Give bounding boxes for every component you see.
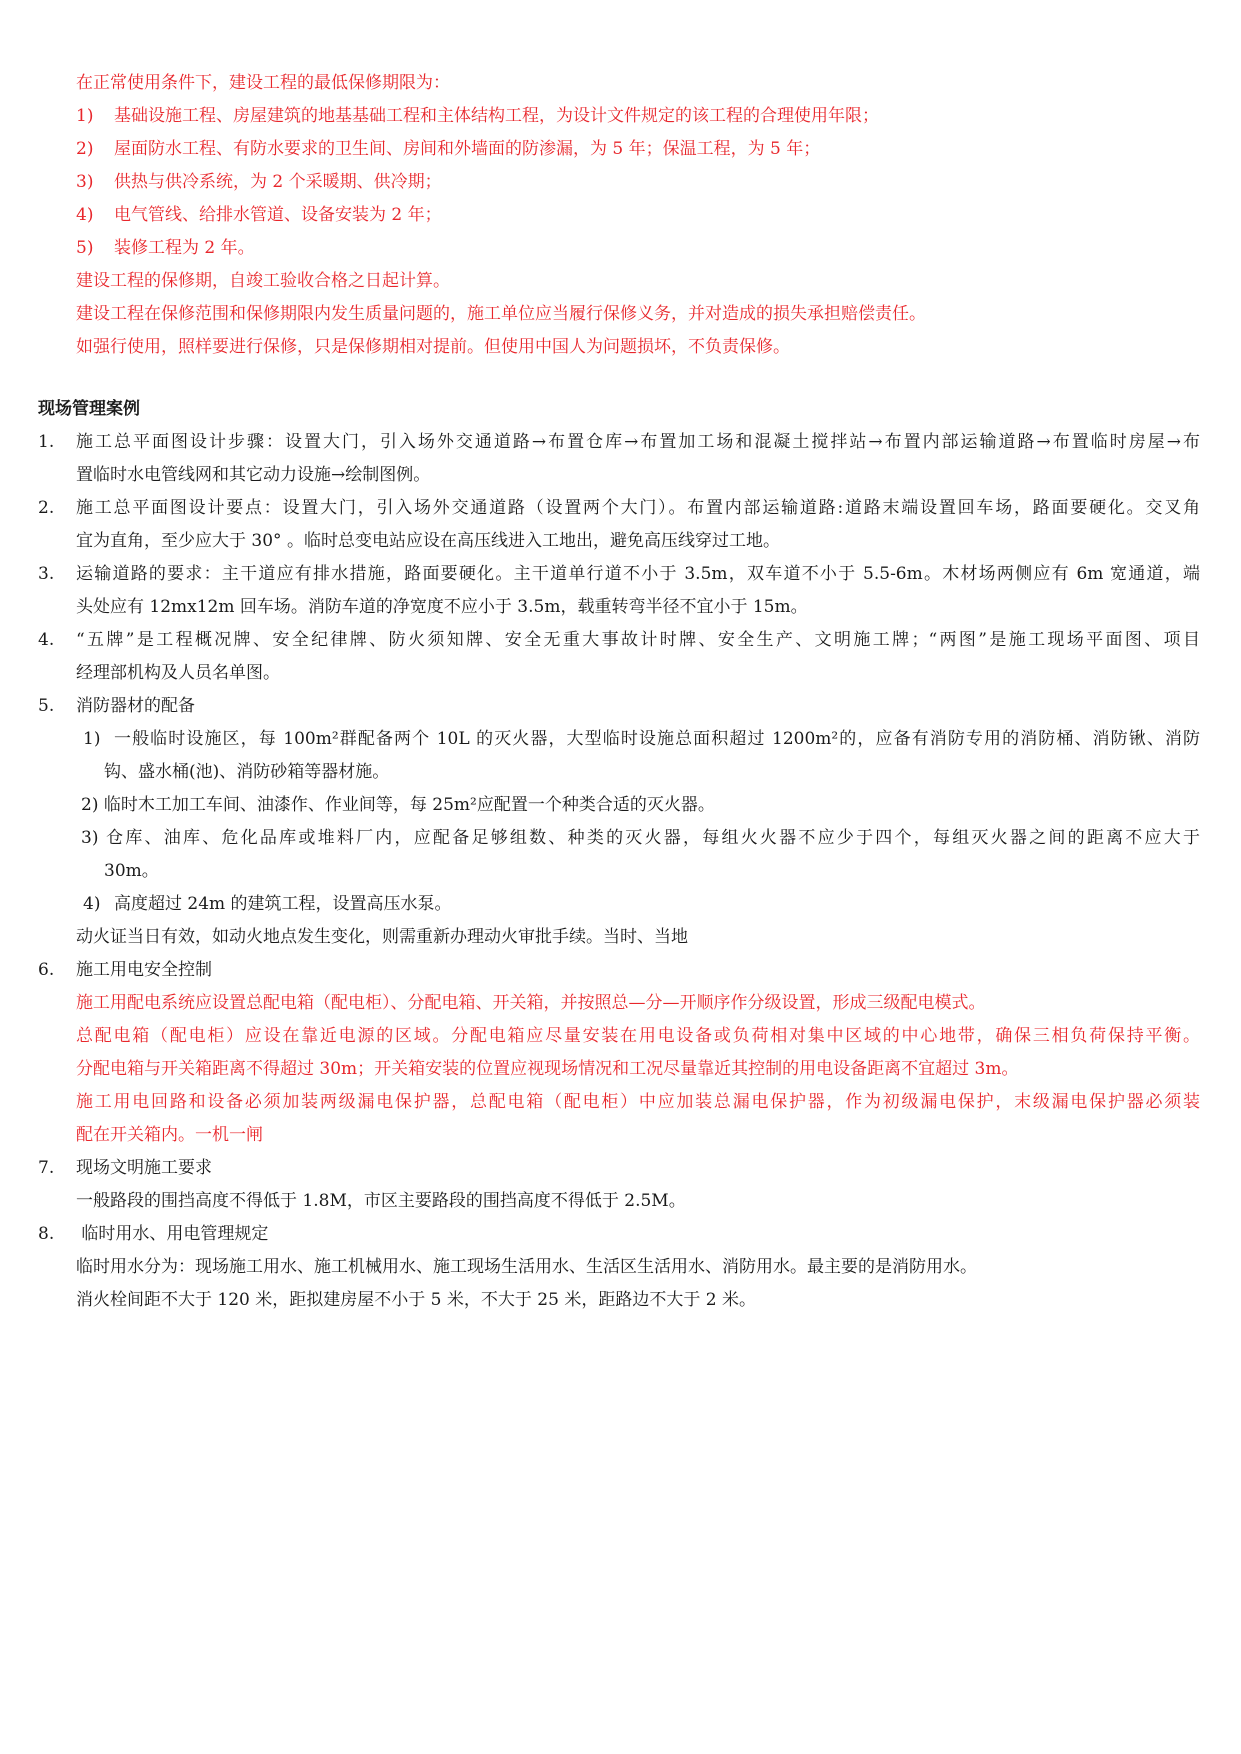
list-item-text: 一般路段的围挡高度不得低于 1.8M，市区主要路段的围挡高度不得低于 2.5M。 [76, 1191, 686, 1211]
list-item-text: 置临时水电管线网和其它动力设施→绘制图例。 [76, 465, 431, 485]
warranty-item-text: 屋面防水工程、有防水要求的卫生间、房间和外墙面的防渗漏，为 5 年；保温工程，为 5 年； [114, 139, 821, 159]
list-number: 6. [38, 960, 55, 980]
sub-item-text: 2) 临时木工加工车间、油漆作、作业间等，每 25m²应配置一个种类合适的灭火器。 [81, 795, 715, 815]
list-item-text: 头处应有 12mx12m 回车场。消防车道的净宽度不应小于 3.5m，载重转弯半径不宜小于 15m。 [76, 597, 808, 617]
list-item-title: 消防器材的配备 [76, 696, 195, 716]
warranty-note: 建设工程的保修期，自竣工验收合格之日起计算。 [76, 271, 450, 291]
warranty-item-num: 3) [76, 172, 94, 192]
list-item-text: 宜为直角，至少应大于 30° 。临时总变电站应设在高压线进入工地出，避免高压线穿过工地。 [76, 531, 780, 551]
list-item-text: 施工总平面图设计步骤：设置大门，引入场外交通道路→布置仓库→布置加工场和混凝土搅拌站→布置内部运输道路→布置临时房屋→布 [76, 432, 1200, 452]
warranty-item-text: 基础设施工程、房屋建筑的地基基础工程和主体结构工程，为设计文件规定的该工程的合理使用年限； [114, 106, 879, 126]
list-number: 4. [38, 630, 55, 650]
warranty-item-num: 5) [76, 238, 94, 258]
list-number: 5. [38, 696, 55, 716]
warranty-item-text: 供热与供冷系统，为 2 个采暖期、供冷期； [114, 172, 442, 192]
list-item-text: 施工总平面图设计要点：设置大门，引入场外交通道路（设置两个大门）。布置内部运输道路:道路末端设置回车场，路面要硬化。交叉角 [76, 498, 1200, 518]
list-number: 8. [38, 1224, 55, 1244]
warranty-item-num: 4) [76, 205, 94, 225]
warranty-item-text: 装修工程为 2 年。 [114, 238, 255, 258]
list-number: 2. [38, 498, 55, 518]
electric-rule: 施工用电回路和设备必须加装两级漏电保护器，总配电箱（配电柜）中应加装总漏电保护器，作为初级漏电保护，末级漏电保护器必须装 [76, 1092, 1200, 1112]
list-item-title: 施工用电安全控制 [76, 960, 212, 980]
list-item-text: 经理部机构及人员名单图。 [76, 663, 280, 683]
list-item-title: 现场文明施工要求 [76, 1158, 212, 1178]
electric-rule: 总配电箱（配电柜）应设在靠近电源的区域。分配电箱应尽量安装在用电设备或负荷相对集中区域的中心地带，确保三相负荷保持平衡。 [76, 1026, 1200, 1046]
sub-item-text: 30m。 [104, 861, 159, 881]
list-number: 3. [38, 564, 55, 584]
sub-item-text: 钩、盛水桶(池)、消防砂箱等器材施。 [104, 762, 390, 782]
list-number: 7. [38, 1158, 55, 1178]
note-text: 动火证当日有效，如动火地点发生变化，则需重新办理动火审批手续。当时、当地 [76, 927, 688, 947]
electric-rule: 施工用配电系统应设置总配电箱（配电柜）、分配电箱、开关箱，并按照总—分—开顺序作分级设置，形成三级配电模式。 [76, 993, 986, 1013]
warranty-note: 如强行使用，照样要进行保修，只是保修期相对提前。但使用中国人为问题损坏，不负责保修。 [76, 337, 790, 357]
list-item-title: 临时用水、用电管理规定 [76, 1224, 269, 1244]
list-item-text: “五牌”是工程概况牌、安全纪律牌、防火须知牌、安全无重大事故计时牌、安全生产、文明施工牌；“两图”是施工现场平面图、项目 [76, 630, 1200, 650]
sub-item-number: 1) [83, 729, 101, 749]
section-heading: 现场管理案例 [38, 399, 140, 419]
list-item-text: 消火栓间距不大于 120 米，距拟建房屋不小于 5 米，不大于 25 米，距路边不大于 2 米。 [76, 1290, 756, 1310]
warranty-item-text: 电气管线、给排水管道、设备安装为 2 年； [114, 205, 442, 225]
sub-item-text: 一般临时设施区，每 100m²群配备两个 10L 的灭火器，大型临时设施总面积超过 1200m²的，应备有消防专用的消防桶、消防锹、消防 [114, 729, 1200, 749]
sub-item-number: 4) [83, 894, 101, 914]
sub-item-text: 3) 仓库、油库、危化品库或堆料厂内，应配备足够组数、种类的灭火器，每组火火器不应少于四个，每组灭火器之间的距离不应大于 [81, 828, 1200, 848]
sub-item-text: 高度超过 24m 的建筑工程，设置高压水泵。 [114, 894, 452, 914]
warranty-intro: 在正常使用条件下，建设工程的最低保修期限为： [76, 73, 450, 93]
electric-rule: 配在开关箱内。一机一闸 [76, 1125, 263, 1145]
electric-rule: 分配电箱与开关箱距离不得超过 30m；开关箱安装的位置应视现场情况和工况尽量靠近其控制的用电设备距离不宜超过 3m。 [76, 1059, 1019, 1079]
warranty-item-num: 2) [76, 139, 94, 159]
list-item-text: 临时用水分为：现场施工用水、施工机械用水、施工现场生活用水、生活区生活用水、消防用水。最主要的是消防用水。 [76, 1257, 977, 1277]
warranty-item-num: 1) [76, 106, 94, 126]
list-number: 1. [38, 432, 55, 452]
warranty-note: 建设工程在保修范围和保修期限内发生质量问题的，施工单位应当履行保修义务，并对造成的损失承担赔偿责任。 [76, 304, 926, 324]
list-item-text: 运输道路的要求：主干道应有排水措施，路面要硬化。主干道单行道不小于 3.5m，双车道不小于 5.5-6m。木材场两侧应有 6m 宽通道，端 [76, 564, 1200, 584]
